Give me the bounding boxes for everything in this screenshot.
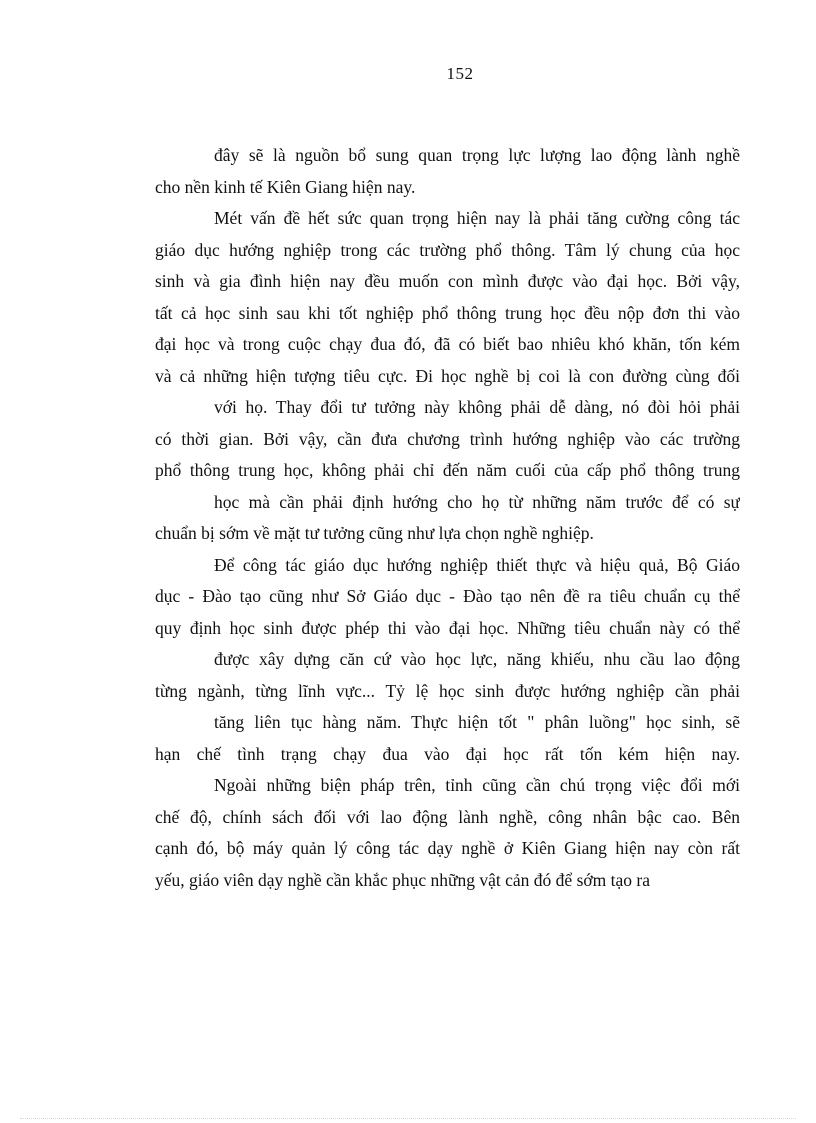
text-line: dục - Đào tạo cũng như Sở Giáo dục - Đào tạo nên đề ra tiêu chuẩn cụ thể bbox=[155, 586, 740, 606]
text-line: Ngoài những biện pháp trên, tỉnh cũng cần chú trọng việc đổi mới bbox=[214, 775, 740, 795]
text-line: học mà cần phải định hướng cho họ từ những năm trước để có sự bbox=[214, 491, 740, 512]
text-line: Để công tác giáo dục hướng nghiệp thiết thực và hiệu quả, Bộ Giáo bbox=[214, 554, 740, 575]
text-line: tăng liên tục hàng năm. Thực hiện tốt " phân luồng" học sinh, sẽ bbox=[214, 712, 740, 732]
text-line: hạn chế tình trạng chạy đua vào đại học rất tốn kém hiện nay. bbox=[155, 743, 740, 764]
page-number: 152 bbox=[446, 64, 474, 83]
text-line: chuẩn bị sớm về mặt tư tưởng cũng như lựa chọn nghề nghiệp. bbox=[155, 523, 594, 543]
text-line: và cả những hiện tượng tiêu cực. Đi học nghề bị coi là con đường cùng đối bbox=[155, 365, 740, 386]
document-body bbox=[155, 140, 740, 896]
text-line: cạnh đó, bộ máy quản lý công tác dạy nghề ở Kiên Giang hiện nay còn rất bbox=[155, 838, 740, 858]
text-line: được xây dựng căn cứ vào học lực, năng khiếu, nhu cầu lao động bbox=[214, 649, 740, 669]
text-line: với họ. Thay đổi tư tưởng này không phải dễ dàng, nó đòi hỏi phải bbox=[214, 397, 740, 417]
text-line: đại học và trong cuộc chạy đua đó, đã có biết bao nhiêu khó khăn, tốn kém bbox=[155, 334, 740, 354]
text-line: từng ngành, từng lĩnh vực... Tỷ lệ học sinh được hướng nghiệp cần phải bbox=[155, 680, 740, 701]
text-line: đây sẽ là nguồn bổ sung quan trọng lực lượng lao động lành nghề bbox=[214, 145, 740, 165]
text-line: cho nền kinh tế Kiên Giang hiện nay. bbox=[155, 176, 416, 197]
page-bottom-divider bbox=[20, 1118, 796, 1119]
text-line: chế độ, chính sách đối với lao động lành nghề, công nhân bậc cao. Bên bbox=[155, 806, 740, 827]
text-line: yếu, giáo viên dạy nghề cần khắc phục những vật cản đó để sớm tạo ra bbox=[155, 869, 650, 890]
text-line: giáo dục hướng nghiệp trong các trường phổ thông. Tâm lý chung của học bbox=[155, 239, 740, 260]
text-line: Mét vấn đề hết sức quan trọng hiện nay là phải tăng cường công tác bbox=[214, 208, 740, 228]
text-line: quy định học sinh được phép thi vào đại học. Những tiêu chuẩn này có thể bbox=[155, 617, 740, 638]
text-line: tất cả học sinh sau khi tốt nghiệp phổ thông trung học đều nộp đơn thi vào bbox=[155, 302, 740, 323]
text-line: có thời gian. Bởi vậy, cần đưa chương trình hướng nghiệp vào các trường bbox=[155, 428, 740, 449]
text-line: sinh và gia đình hiện nay đều muốn con mình được vào đại học. Bởi vậy, bbox=[155, 271, 740, 291]
text-line: phổ thông trung học, không phải chỉ đến năm cuối của cấp phổ thông trung bbox=[155, 460, 740, 480]
